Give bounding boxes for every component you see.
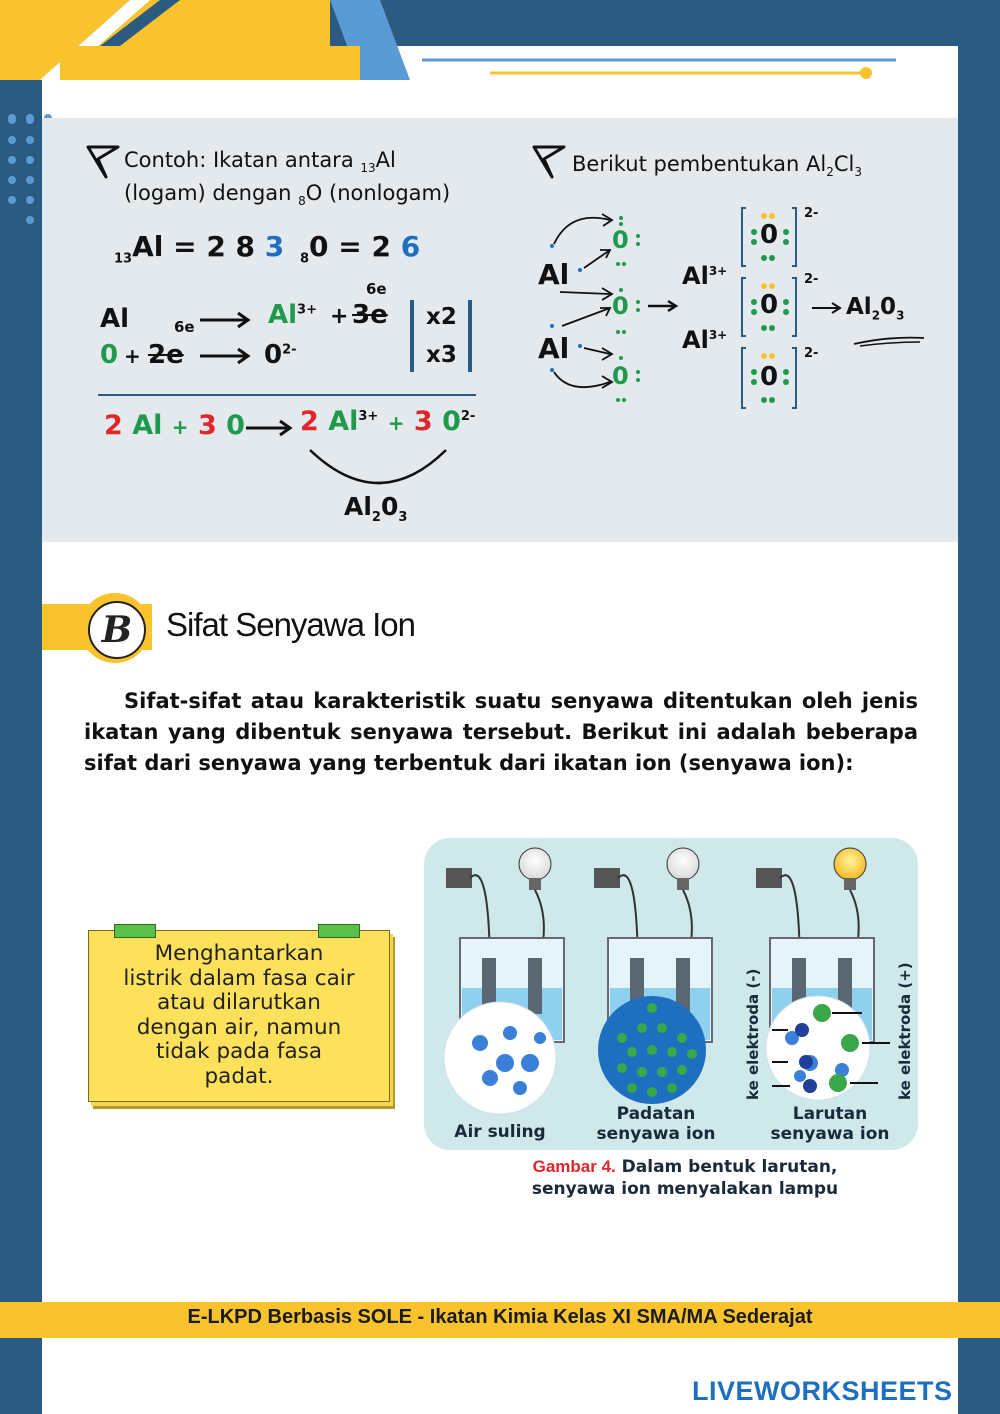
example-title-line2: (logam) dengan $_8$O (nonlogam) xyxy=(124,181,451,209)
formation-al-2: Al xyxy=(538,332,570,365)
sum-line xyxy=(98,394,476,396)
oxide-charge-3: 2- xyxy=(804,346,819,361)
product-arrow-icon xyxy=(810,298,844,318)
eq-arrows xyxy=(196,306,256,366)
footer-text: E-LKPD Berbasis SOLE - Ikatan Kimia Kelas XI SMA/MA Sederajat xyxy=(187,1306,813,1328)
section-badge: B xyxy=(88,601,146,659)
oxide-o-3: 0 xyxy=(760,362,779,392)
formation-al-1: Al xyxy=(538,258,570,291)
pin-icon xyxy=(86,143,122,179)
eq1-strike-label: 6e xyxy=(366,280,387,298)
formation-o-1: 0 xyxy=(612,226,629,254)
label-padatan: Padatan senyawa ion xyxy=(596,1104,716,1144)
label-air-suling: Air suling xyxy=(454,1122,546,1142)
figure-caption: Gambar 4. Dalam bentuk larutan, senyawa ion menyalakan lampu xyxy=(531,1157,839,1199)
watermark-logo: LIVEWORKSHEETS xyxy=(692,1376,953,1406)
total-products: 2 $Al^{3+} + 3$ $0^{2-}$ xyxy=(300,406,476,437)
tape-right xyxy=(318,924,360,938)
mult-x3: x3 xyxy=(426,342,457,368)
mult-bar-right xyxy=(468,300,472,372)
tape-left xyxy=(114,924,156,938)
eq1-electrons: 3e xyxy=(352,300,388,330)
formation-ion-al-1: $Al^{3+}$ xyxy=(682,262,728,290)
eq1-plus: + xyxy=(330,304,349,329)
electron-config-o: $_8$0 = 2 6 xyxy=(300,230,421,267)
eq1-ion: $Al^{3+}$ xyxy=(268,300,317,330)
formation-ion-al-2: $Al^{3+}$ xyxy=(682,326,728,354)
pin-icon xyxy=(532,143,568,179)
underline-scribble xyxy=(850,334,930,348)
oxide-o-2: 0 xyxy=(760,290,779,320)
eq2-electrons: 2e xyxy=(148,340,184,370)
example-product: $Al_20_3$ xyxy=(344,492,408,525)
eq2-plus: + xyxy=(124,344,141,368)
total-arrow-icon xyxy=(244,416,296,440)
section-paragraph: Sifat-sifat atau karakteristik suatu senyawa ditentukan oleh jenis ikatan yang dibentuk senyawa tersebut. Berikut ini adalah beberapa sifat dari senyawa yang terbentuk dari ikatan ion (senyawa ion): xyxy=(84,689,918,775)
oxide-charge-2: 2- xyxy=(804,272,819,287)
formation-o-2: 0 xyxy=(612,292,629,320)
note-text: Menghantarkan listrik dalam fasa cair atau dilarutkan dengan air, namun tidak pada fasa padat. xyxy=(123,941,355,1089)
label-left-electrode: ke elektroda (-) xyxy=(744,968,762,1100)
bracket-arc xyxy=(306,446,452,492)
formation-product: $Al_20_3$ xyxy=(846,294,905,323)
header-decoration xyxy=(0,0,1000,120)
eq1-label: 6e xyxy=(174,318,195,336)
formation-title: Berikut pembentukan $Al_2Cl_3$ xyxy=(572,152,862,180)
mult-x2: x2 xyxy=(426,304,457,330)
example-title-line1: Contoh: Ikatan antara $_{13}$Al xyxy=(124,148,396,176)
eq2-o: 0 xyxy=(100,340,119,370)
section-title: Sifat Senyawa Ion xyxy=(166,606,415,643)
oxide-o-1: 0 xyxy=(760,220,779,250)
electron-config-al: $_{13}$Al = 2 8 3 xyxy=(114,230,285,267)
label-right-electrode: ke elektroda (+) xyxy=(896,962,914,1100)
total-equation: 2 Al + 3 0 xyxy=(104,410,245,441)
mult-bar-left xyxy=(410,300,414,372)
eq1-al: Al xyxy=(100,304,130,334)
formation-arrow-icon xyxy=(646,296,680,316)
oxide-charge-1: 2- xyxy=(804,206,819,221)
label-larutan: Larutan senyawa ion xyxy=(770,1104,890,1144)
eq2-ion: $0^{2-}$ xyxy=(264,340,297,370)
formation-o-3: 0 xyxy=(612,362,629,390)
